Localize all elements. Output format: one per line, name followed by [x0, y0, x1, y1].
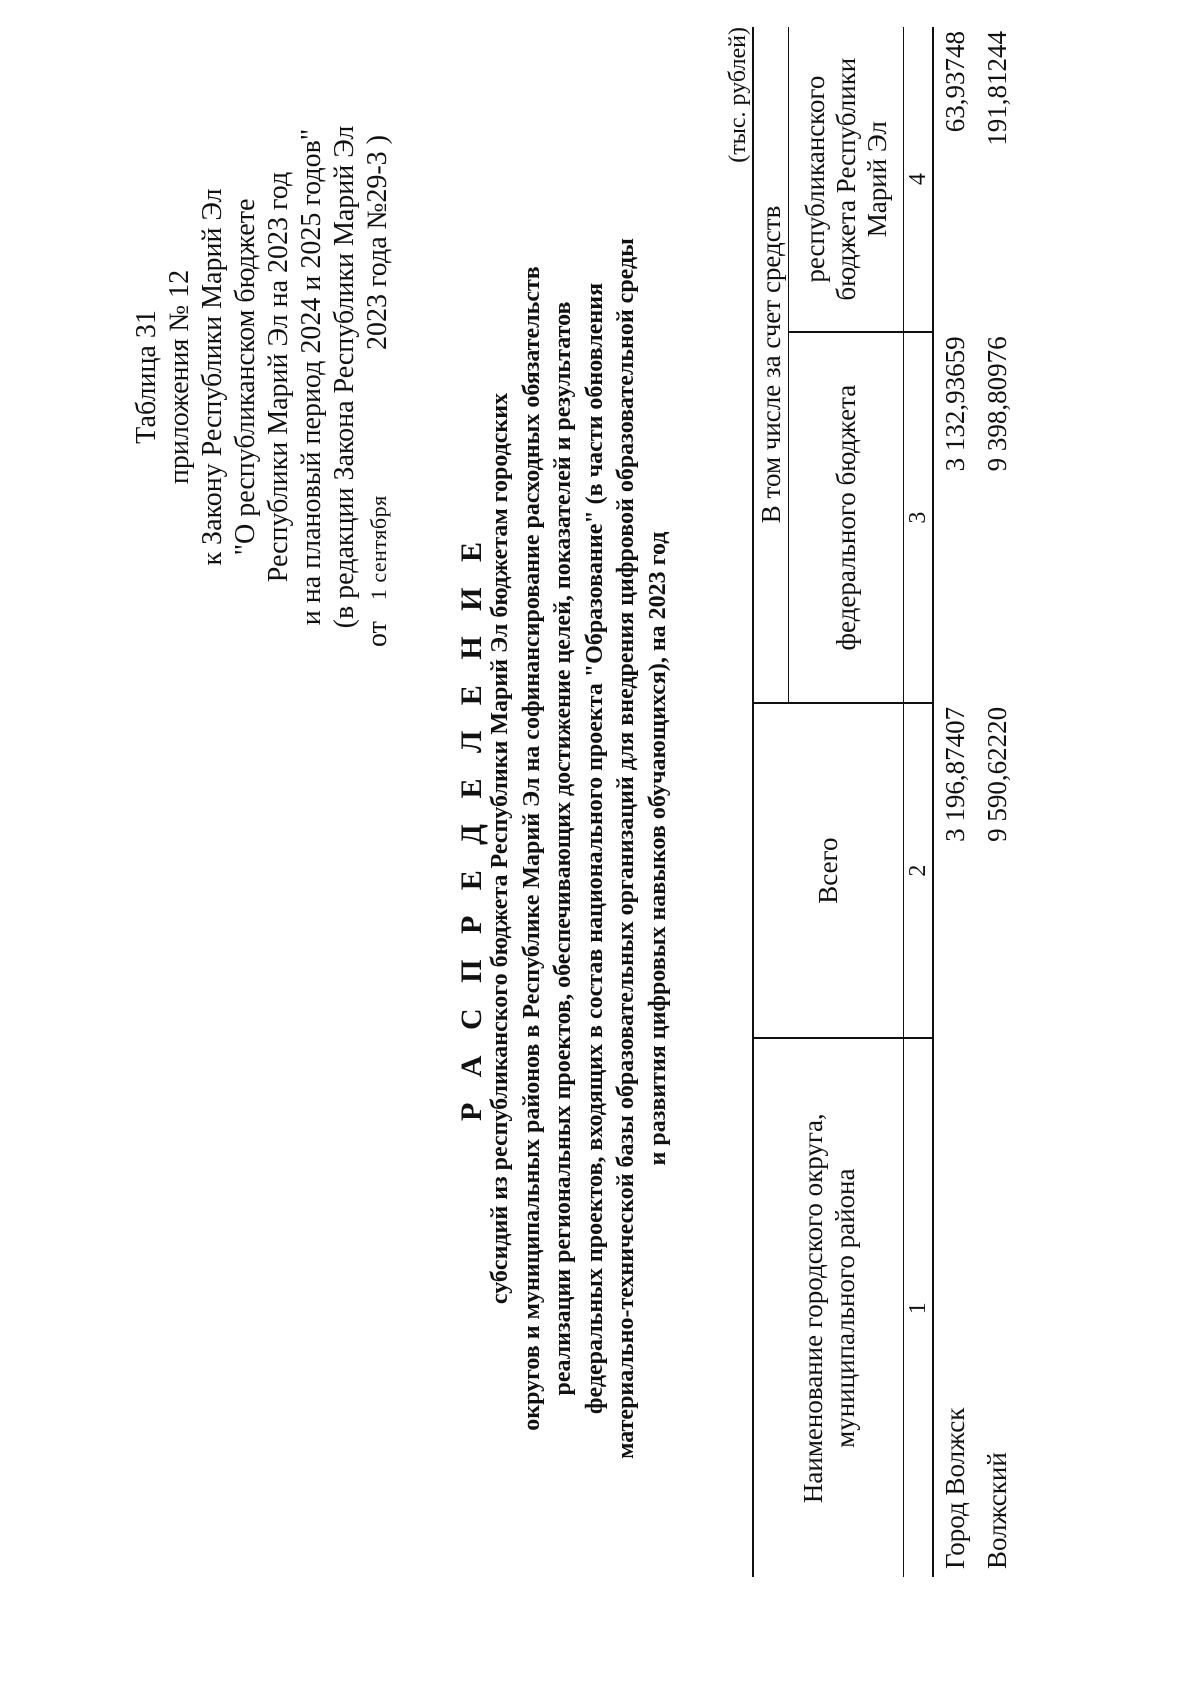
- date-prefix: от: [362, 621, 393, 647]
- row-name: Волжский: [981, 1452, 1012, 1569]
- column-number: 2: [904, 703, 934, 1039]
- column-number: 4: [904, 27, 934, 332]
- law-reference-block: [130, 97, 395, 657]
- document-title: Р А С П Р Е Д Е Л Е Н И Е: [455, 532, 488, 1122]
- law-line-1: к Закону Республики Марий Эл: [197, 188, 228, 566]
- distribution-table: [752, 27, 1018, 1577]
- subtitle-line: материально-технической базы образовательных организаций для внедрения цифровой образовательной среды: [613, 238, 639, 1459]
- column-numbers-row: [904, 27, 934, 1577]
- column-number: 1: [904, 1038, 934, 1577]
- subtitle-line: субсидий из республиканского бюджета Республики Марий Эл бюджетам городских: [487, 392, 513, 1305]
- document-subtitle: [485, 0, 674, 1697]
- subtitle-line: реализации региональных проектов, обеспечивающих достижение целей, показателей и результатов: [550, 301, 576, 1396]
- subtitle-line: федеральных проектов, входящих в состав национального проекта "Образование" (в части обновления: [581, 282, 608, 1415]
- row-republic: 63,93748: [939, 31, 970, 133]
- column-header-total: Всего: [753, 703, 904, 1039]
- row-federal: 9 398,80976: [981, 336, 1012, 472]
- law-line-2: "О республиканском бюджете: [230, 198, 261, 556]
- row-republic: 191,81244: [981, 31, 1012, 146]
- column-header-including: В том числе за счет средств: [753, 27, 789, 703]
- column-header-name: Наименование городского округа, муниципального района: [753, 1038, 904, 1577]
- row-total: 3 196,87407: [939, 706, 970, 842]
- law-line-3: Республики Марий Эл на 2023 год: [263, 171, 294, 583]
- row-name: Город Волжск: [939, 1407, 970, 1569]
- column-header-republic: республиканского бюджета Республики Марий Эл: [799, 57, 892, 301]
- law-date-line: [361, 97, 395, 657]
- table-header-row: [753, 27, 789, 1577]
- law-number: 2023 года №29-3 ): [362, 135, 393, 351]
- table-number: Таблица 31: [131, 310, 162, 444]
- table-row: [976, 27, 1018, 1577]
- handwritten-date: 1 сентября: [366, 495, 391, 601]
- law-line-5: (в редакции Закона Республики Марий Эл: [329, 125, 360, 629]
- appendix-line: приложения № 12: [164, 269, 195, 485]
- subtitle-line: округов и муниципальных районов в Республике Марий Эл на софинансирование расходных обязательств: [518, 266, 545, 1431]
- units-label: (тыс. рублей): [725, 27, 751, 163]
- table-row: [933, 27, 976, 1577]
- row-total: 9 590,62220: [981, 706, 1012, 842]
- column-header-federal: федерального бюджета: [789, 332, 904, 703]
- law-line-4: и на плановый период 2024 и 2025 годов": [296, 128, 327, 626]
- row-federal: 3 132,93659: [939, 336, 970, 472]
- column-number: 3: [904, 332, 934, 703]
- subtitle-line: и развития цифровых навыков обучающихся), на 2023 год: [644, 531, 671, 1166]
